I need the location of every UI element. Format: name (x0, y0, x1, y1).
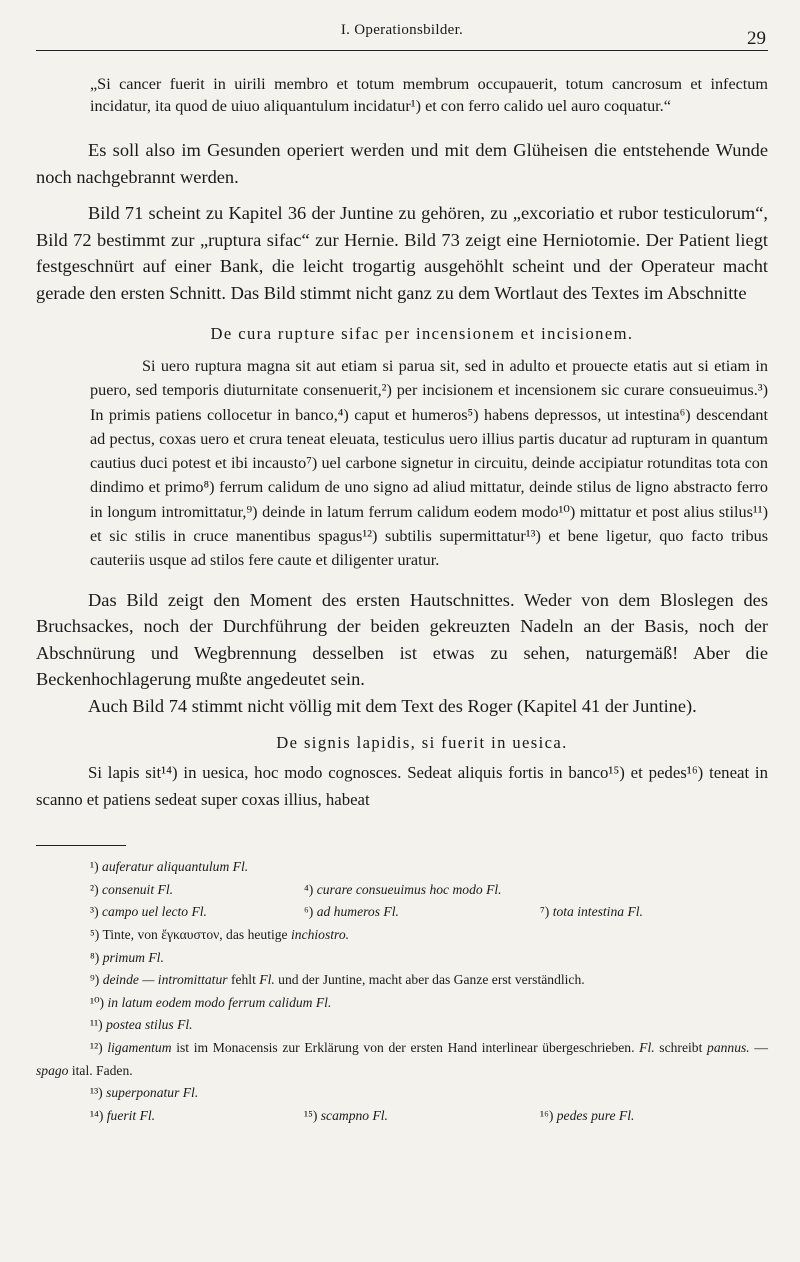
footnote-mark: ⁵) (90, 926, 100, 942)
footnote-text: primum Fl. (102, 949, 164, 965)
footnote-text: spago (36, 1062, 69, 1078)
running-title: I. Operationsbilder. (340, 22, 464, 38)
footnote-line (36, 879, 768, 902)
footnote-rule (36, 845, 126, 846)
footnote-text: Tinte, von ἔγκαυστον, das heutige (102, 926, 291, 942)
footnote-mark: ³) (90, 904, 99, 920)
footnote-text: ital. Faden. (68, 1062, 133, 1078)
paragraph: Es soll also im Gesunden operiert werden und mit dem Glüheisen die entstehende Wunde noch nachgebrannt werden. (36, 140, 768, 187)
section-heading: De signis lapidis, si fuerit in uesica. (276, 733, 568, 753)
footnote-text: Fl. (639, 1039, 655, 1055)
footnote-mark: ¹²) (90, 1039, 103, 1055)
footnote-mark: ¹³) (90, 1085, 103, 1101)
footnote-line (36, 1082, 768, 1105)
footnote-mark: ²) (90, 881, 99, 897)
latin-passage: Si uero ruptura magna sit aut etiam si parua sit, sed in adulto et prouecte etatis aut si etiam in puero, sed temporis diuturnitate consenuerit,²) per incisionem et incensionem sic curare consueuimus.³) In primis patiens collocetur in banco,⁴) caput et humeros⁵) habens depressos, ut intestina⁶) descendant ad pectus, coxas uero et crura teneat eleuata, testiculus uero illius partis ducatur ad rupturam in quantum cautius duci potest et ibi incausto⁷) uel carbone signetur in circuitu, deinde accipiatur rotunditas tota con dindimo et primo⁸) ferrum calidum de uno signo ad aliud mittatur, deinde stilus de ligno abstracto ferro in longum intromittatur,⁹) deinde in latum ferrum calidum eodem modo¹⁰) mittatur et post alius stilus¹¹) et sic stilis in cruce manentibus spagus¹²) subtilis supermittatur¹³) et bene ligetur, quo facto tribus cauteriis usque ad stilos fere caute et diligenter uratur. (90, 357, 768, 570)
footnote-mark: ⁸) (90, 949, 100, 965)
footnote-text: fuerit Fl. (106, 1107, 156, 1123)
footnote-text: in latum eodem modo ferrum calidum Fl. (107, 994, 332, 1010)
footnote-line (36, 856, 768, 879)
footnote-mark: ¹⁶) (540, 1107, 554, 1123)
paragraph: Auch Bild 74 stimmt nicht völlig mit dem Text des Roger (Kapitel 41 der Juntine). (88, 695, 697, 716)
footnote-line (36, 924, 768, 947)
footnote-text: ligamentum (107, 1039, 172, 1055)
footnote-text: pannus. (707, 1039, 750, 1055)
footnote-mark: ¹⁴) (90, 1107, 104, 1123)
paragraph: Bild 71 scheint zu Kapitel 36 der Juntine zu gehören, zu „excoriatio et rubor testiculorum“, Bild 72 bestimmt zur „ruptura sifac“ zur Hernie. Bild 73 zeigt eine Herniotomie. Der Patient liegt festgeschnürt auf einer Bank, die leicht trogartig ausgehöhlt scheint und der Operateur macht gerade den ersten Schnitt. Das Bild stimmt nicht ganz zu dem Wortlaut des Textes im Abschnitte (36, 203, 768, 303)
footnote-text: und der Juntine, macht aber das Ganze erst verständlich. (274, 972, 585, 988)
footnote-line (36, 1014, 768, 1037)
footnotes (36, 856, 768, 1127)
footnote-line (36, 1105, 768, 1128)
footnote-mark: ¹¹) (90, 1017, 103, 1033)
footnote-text: Fl. (259, 972, 275, 988)
page-header (36, 0, 768, 51)
footnote-text: ist im Monacensis zur Erklärung von der ersten Hand interlinear übergeschrieben. (171, 1039, 640, 1055)
footnote-line (36, 1037, 768, 1082)
paragraph: Das Bild zeigt den Moment des ersten Hautschnittes. Weder von dem Bloslegen des Bruchsackes, noch der Durchführung der beiden gekreuzten Nadeln an der Basis, noch der Abschnürung und Wegbrennung desselben ist etwas zu sehen, naturgemäß! Aber die Beckenhochlagerung mußte angedeutet sein. (36, 589, 768, 690)
footnote-line (36, 901, 768, 924)
footnote-text: — (749, 1039, 768, 1055)
footnote-text: fehlt (227, 972, 260, 988)
footnote-text: campo uel lecto Fl. (102, 904, 207, 920)
footnote-text: deinde — intromittatur (102, 972, 228, 988)
footnote-text: auferatur aliquantulum Fl. (102, 859, 249, 875)
footnote-text: inchiostro. (291, 926, 350, 942)
footnote-line (36, 947, 768, 970)
footnote-mark: ⁹) (90, 972, 100, 988)
section-heading: De cura rupture sifac per incensionem et incisionem. (210, 324, 634, 343)
book-page (36, 0, 768, 1127)
footnote-text: scampno Fl. (320, 1107, 388, 1123)
latin-passage: Si lapis sit¹⁴) in uesica, hoc modo cognosces. Sedeat aliquis fortis in banco¹⁵) et pedes¹⁶) teneat in scanno et patiens sedeat super coxas illius, habeat (36, 763, 768, 810)
footnote-line (36, 992, 768, 1015)
footnote-mark: ⁶) (304, 904, 314, 920)
footnote-mark: ¹) (90, 859, 99, 875)
footnote-text: superponatur Fl. (106, 1085, 199, 1101)
latin-quote: „Si cancer fuerit in uirili membro et totum membrum occupauerit, totum cancrosum et infectum incidatur, ita quod de uiuo aliquantulum incidatur¹) et con ferro calido uel auro coquatur.“ (90, 75, 768, 115)
footnote-text: postea stilus Fl. (106, 1017, 193, 1033)
footnote-mark: ¹⁰) (90, 994, 105, 1010)
footnote-text: consenuit Fl. (102, 881, 173, 897)
footnote-text: schreibt (654, 1039, 708, 1055)
page-number: 29 (747, 28, 766, 49)
footnote-mark: ⁷) (540, 904, 550, 920)
footnote-text: tota intestina Fl. (552, 904, 643, 920)
footnote-mark: ¹⁵) (304, 1107, 318, 1123)
footnote-text: pedes pure Fl. (556, 1107, 635, 1123)
footnote-mark: ⁴) (304, 881, 314, 897)
footnote-line (36, 969, 768, 992)
footnote-text: curare consueuimus hoc modo Fl. (316, 881, 502, 897)
footnote-text: ad humeros Fl. (316, 904, 399, 920)
